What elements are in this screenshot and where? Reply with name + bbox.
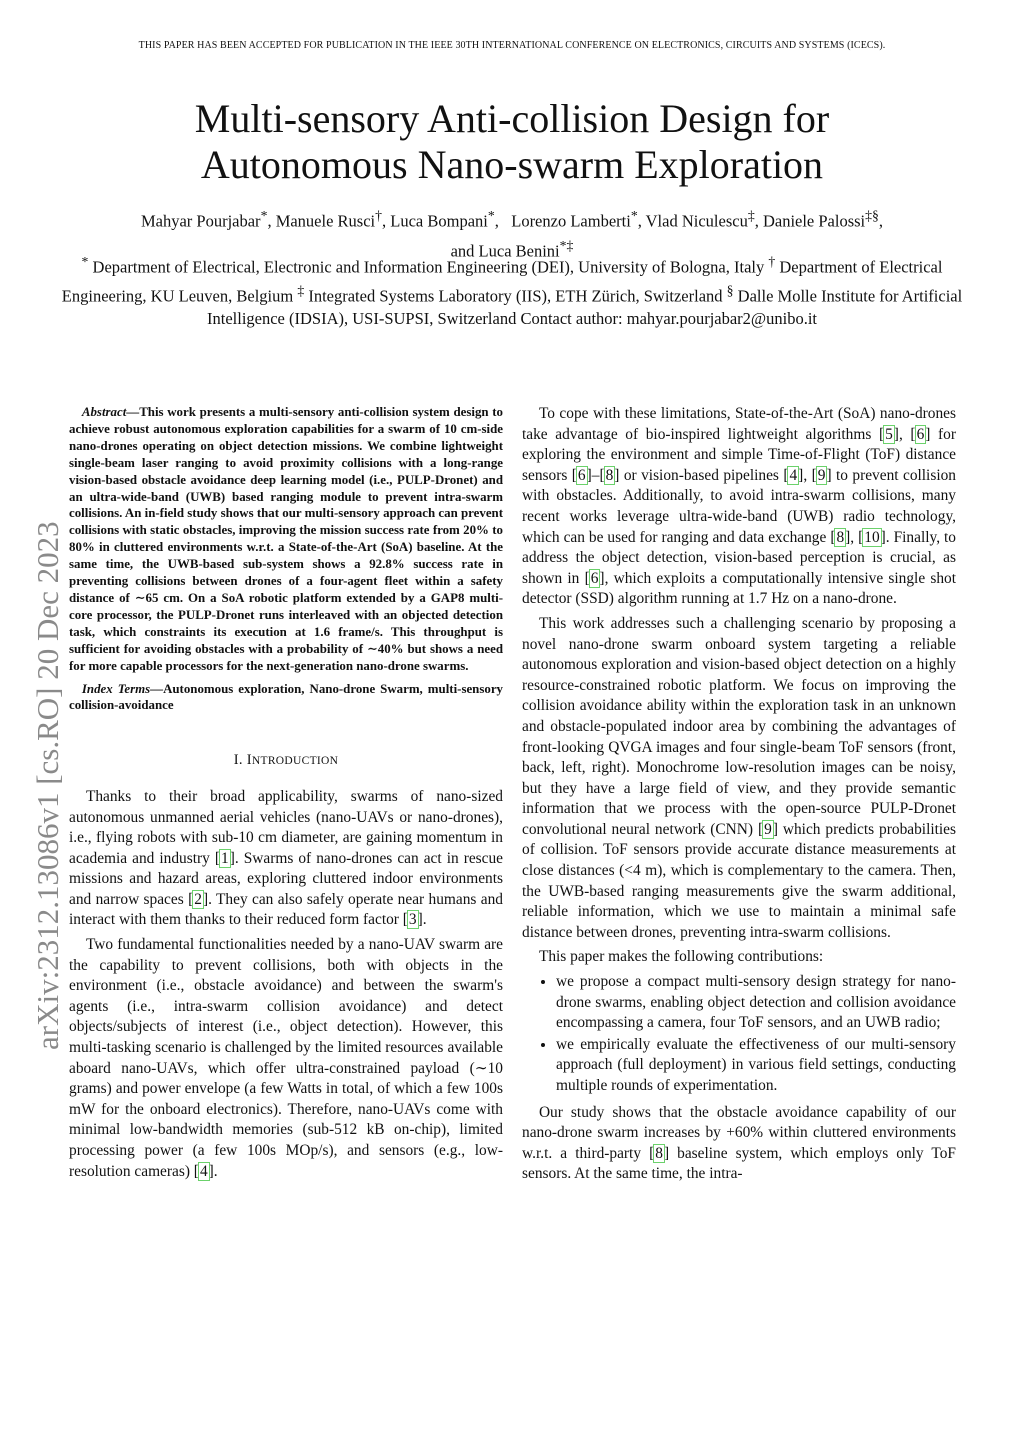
author: Mahyar Pourjabar (140, 211, 261, 231)
text-run: , (803, 466, 812, 484)
author-mark: * (487, 208, 495, 223)
text-run: . (422, 911, 427, 929)
author: Vlad Niculescu (645, 211, 748, 231)
affiliation: Integrated Systems Laboratory (IIS), ETH Zürich, Switzerland (308, 286, 723, 305)
running-header: THIS PAPER HAS BEEN ACCEPTED FOR PUBLICATION IN THE IEEE 30TH INTERNATIONAL CONFERENCE ON ELECTRONICS, CIRCUITS AND SYSTEMS (ICECS). (138, 40, 886, 51)
citation-link[interactable]: 5 (885, 425, 893, 443)
text-run: Our study shows that the obstacle avoidance capability of our nano-drone swarm increases by +60% within cluttered environments w.r.t. a third-party (522, 1103, 956, 1162)
index-terms-label: Index Terms (81, 681, 151, 696)
text-run: . Swarms of nano-drones can act in rescue missions and hazard areas, exploring cluttered indoor environments and narrow spaces (69, 849, 503, 908)
intro-paragraph-3: To cope with these limitations, State-of-the-Art (SoA) nano-drones take advantage of bio-inspired lightweight algorithms [5], [6] for exploring the environment and simple Time-of-Flight (ToF) distance sensors [6]–[8] or vision-based pipelines [4], [9] to prevent collision with obstacles. Additionally, to avoid intra-swarm collisions, many recent works leverage ultra-wide-band (UWB) radio technology, which can be used for ranging and data exchange [8], [10]. Finally, to address the object detection, vision-based perception is crucial, as shown in [6], which exploits a computationally intensive single shot detector (SSD) algorithm running at 1.7 Hz on a nano-drone. (522, 405, 957, 608)
author: Manuele Rusci (275, 211, 376, 231)
affiliation-mark: * (81, 254, 89, 269)
text-run: , (898, 425, 911, 443)
citation-link[interactable]: 4 (199, 1162, 208, 1180)
citation-link[interactable]: 4 (789, 466, 798, 484)
author-mark: ‡ (747, 208, 755, 223)
author-mark: * (260, 208, 268, 223)
affiliation-block (60, 250, 964, 330)
text-run: Thanks to their broad applicability, swarms of nano-sized autonomous unmanned aerial vehicles (nano-UAVs or nano-drones), i.e., flying robots with sub-10 cm diameter, are gaining momentum in academia and industry (69, 787, 503, 867)
section-number: I. (233, 752, 243, 769)
affiliation: Department of Electrical, Electronic and Information Engineering (DEI), University of Bologna, Italy (92, 257, 765, 277)
text-run: . Finally, to address the object detection, vision-based perception is crucial, as shown in (522, 528, 956, 587)
citation-link[interactable]: 8 (836, 528, 845, 546)
abstract (69, 404, 503, 675)
text-run: Two fundamental functionalities needed by a nano-UAV swarm are the capability to prevent collisions, both with objects in the environment (i.e., obstacle avoidance) and between the swarm's agents (i.e., intra-swarm collision avoidance) and detect objects/subjects of interest (i.e., object detection). However, this multi-tasking scenario is challenged by the limited resources available aboard nano-UAVs, which offer ultra-constrained payload (∼10 grams) and power envelope (a few Watts in total, of which a few 100s mW for the onboard electronics). Therefore, nano-UAVs come with minimal low-bandwidth memories (sub-512 kB on-chip), limited processing power (a few 100s MOp/s), and sensors (e.g., low-resolution cameras) (69, 936, 503, 1180)
author-mark: † (375, 208, 382, 223)
citation-link[interactable]: 6 (577, 466, 586, 484)
title-line-2: Autonomous Nano-swarm Exploration (200, 142, 824, 187)
citation-link[interactable]: 8 (605, 466, 614, 484)
text-run: which predicts probabilities of collision. ToF sensors provide accurate distance measurements at close distances (<4 m), which is complementary to the camera. Then, the UWB-based ranging measurements give the swarm additional, reliable information, which we use to maintain a minimal safe distance between drones, preventing intra-swarm collisions. (522, 820, 956, 941)
intro-paragraph-2: Two fundamental functionalities needed by a nano-UAV swarm are the capability to prevent collisions, both with objects in the environment (i.e., obstacle avoidance) and between the swarm's agents (i.e., intra-swarm collision avoidance) and detect objects/subjects of interest (i.e., object detection). However, this multi-tasking scenario is challenged by the limited resources available aboard nano-UAVs, which offer ultra-constrained payload (∼10 grams) and power envelope (a few Watts in total, of which a few 100s mW for the onboard electronics). Therefore, nano-UAVs come with minimal low-bandwidth memories (sub-512 kB on-chip), limited processing power (a few 100s MOp/s), and sensors (e.g., low-resolution cameras) [4]. (69, 936, 503, 1180)
title-line-1: Multi-sensory Anti-collision Design for (194, 96, 830, 141)
contact-email[interactable]: mahyar.pourjabar2@unibo.it (626, 309, 817, 328)
text-run: or vision-based pipelines (619, 466, 784, 484)
right-column (522, 404, 956, 1189)
list-item: • we empirically evaluate the effectiveness of our multi-sensory approach (full deployment) in various field settings, conducting multiple rounds of experimentation. (556, 1035, 956, 1097)
text-run: to prevent collision with obstacles. Additionally, to avoid intra-swarm collisions, many recent works leverage ultra-wide-band (UWB) radio technology, which can be used for ranging and data exchange (522, 466, 956, 546)
author-list: Mahyar Pourjabar*, Manuele Rusci†, Luca Bompani*, Lorenzo Lamberti*, Vlad Niculescu‡, Daniele Palossi‡§, and Luca Benini*‡ (140, 208, 884, 260)
citation-link[interactable]: 10 (864, 528, 880, 546)
affiliation-mark: † (768, 254, 776, 269)
section-title-rest: NTRODUCTION (251, 755, 339, 768)
abstract-label: Abstract (81, 405, 127, 419)
contributions-list (522, 972, 956, 1097)
author-mark: * (630, 208, 638, 223)
intro-paragraph-4: This work addresses such a challenging scenario by proposing a novel nano-drone swarm onboard system targeting a reliable autonomous exploration and vision-based object detection on a highly resource-constrained robotic platform. We focus on improving the collision avoidance ability within the exploration task in an unknown and obstacle-populated indoor area by combining the advantages of front-looking QVGA images and four single-beam ToF sensors (front, back, left, right). Monochrome low-resolution images can be noisy, but they have a large field of view, and they provide semantic information that we process with the open-source PULP-Dronet convolutional neural network (CNN) [9] which predicts probabilities of collision. ToF sensors provide accurate distance measurements at close distances (<4 m), which is complementary to the camera. Then, the UWB-based ranging measurements give the swarm additional, reliable information, which we use to maintain a minimal safe distance between drones, preventing intra-swarm collisions. (522, 614, 956, 941)
abstract-text: —This work presents a multi-sensory anti-collision system design to achieve robust autonomous exploration capabilities for a swarm of 10 cm-side nano-drones operating on object detection missions. We combine lightweight single-beam laser ranging to avoid proximity collisions with a long-range vision-based obstacle avoidance deep learning model (i.e., PULP-Dronet) and an ultra-wide-band (UWB) based ranging module to prevent intra-swarm collisions. An in-field study shows that our multi-sensory approach can prevent collisions with static obstacles, improving the mission success rate from 20% to 80% in cluttered environments w.r.t. a State-of-the-Art (SoA) baseline. At the same time, the UWB-based sub-system shows a 92.8% success rate in preventing collisions between drones of a four-agent fleet within a safety distance of ∼65 cm. On a SoA robotic platform extended by a GAP8 multi-core processor, the PULP-Dronet runs interleaved with an objected detection task, which constraints its execution at 1.6 frame/s. This throughput is sufficient for avoiding obstacles with a probability of ∼40% but shows a need for more capable processors for the next-generation nano-drone swarms. (69, 405, 503, 673)
author: and Luca Benini (450, 241, 560, 260)
section-initial: I (246, 752, 252, 769)
paper-title (60, 96, 964, 188)
author: Daniele Palossi (762, 211, 866, 231)
text-run: , which exploits a computationally intensive single shot detector (SSD) algorithm running at 1.7 Hz on a nano-drone. (522, 569, 957, 608)
citation-link[interactable]: 8 (655, 1144, 663, 1162)
text-run: To cope with these limitations, State-of-the-Art (SoA) nano-drones take advantage of bio-inspired lightweight algorithms (522, 405, 956, 443)
author-mark: ‡§ (865, 208, 879, 223)
intro-paragraph-1: Thanks to their broad applicability, swarms of nano-sized autonomous unmanned aerial vehicles (nano-UAVs or nano-drones), i.e., flying robots with sub-10 cm diameter, are gaining momentum in academia and industry [1]. Swarms of nano-drones can act in rescue missions and hazard areas, exploring cluttered indoor environments and narrow spaces [2]. They can also safely operate near humans and interact with them thanks to their reduced form factor [3]. (69, 787, 503, 929)
citation-link[interactable]: 6 (916, 425, 925, 443)
author: Luca Bompani (390, 211, 488, 231)
citation-link[interactable]: 3 (408, 911, 417, 929)
text-run: baseline system, which employs only ToF sensors. At the same time, the intra- (522, 1144, 956, 1183)
index-terms (69, 681, 503, 715)
arxiv-stamp: arXiv:2312.13086v1 [cs.RO] 20 Dec 2023 (30, 521, 65, 1050)
citation-link[interactable]: 9 (817, 466, 826, 484)
citation-link[interactable]: 6 (590, 569, 599, 587)
text-run: This work addresses such a challenging scenario by proposing a novel nano-drone swarm onboard system targeting a reliable autonomous exploration and vision-based object detection on a highly resource-constrained robotic platform. We focus on improving the collision avoidance ability within the exploration task in an unknown and obstacle-populated indoor area by combining the advantages of front-looking QVGA images and four single-beam ToF sensors (front, back, left, right). Monochrome low-resolution images can be noisy, but they have a large field of view, and they provide semantic information that we process with the open-source PULP-Dronet convolutional neural network (CNN) (522, 614, 956, 838)
list-item: • we propose a compact multi-sensory design strategy for nano-drone swarms, enabling object detection and collision avoidance encompassing a camera, four ToF sensors, and an UWB radio; (556, 972, 956, 1034)
text-run: , (850, 528, 859, 546)
citation-link[interactable]: 1 (221, 849, 229, 867)
text-run: . (213, 1162, 218, 1180)
section-heading (69, 750, 503, 772)
index-terms-text: —Autonomous exploration, Nano-drone Swarm, multi-sensory collision-avoidance (69, 681, 503, 713)
contributions-intro: This paper makes the following contributions: (538, 948, 824, 966)
text-run: – (591, 466, 600, 484)
citation-link[interactable]: 9 (764, 820, 772, 838)
affiliation: Dalle Molle Institute for Artificial Intelligence (IDSIA), USI-SUPSI, Switzerland Contact author: (207, 286, 963, 328)
author: Lorenzo Lamberti (511, 211, 631, 231)
intro-paragraph-5: Our study shows that the obstacle avoidance capability of our nano-drone swarm increases by +60% within cluttered environments w.r.t. a third-party [8] baseline system, which employs only ToF sensors. At the same time, the intra- (522, 1103, 956, 1183)
affiliation: Department of Electrical Engineering, KU Leuven, Belgium (61, 257, 943, 305)
left-column (69, 404, 503, 1186)
affiliation-mark: ‡ (297, 282, 305, 298)
citation-link[interactable]: 2 (194, 890, 202, 908)
text-run: . They can also safely operate near humans and interact with them thanks to their reduced form factor (69, 890, 503, 929)
author-mark: *‡ (559, 237, 574, 253)
text-run: for exploring the environment and simple Time-of-Flight (ToF) distance sensors (522, 425, 956, 484)
affiliation-mark: § (726, 282, 734, 298)
